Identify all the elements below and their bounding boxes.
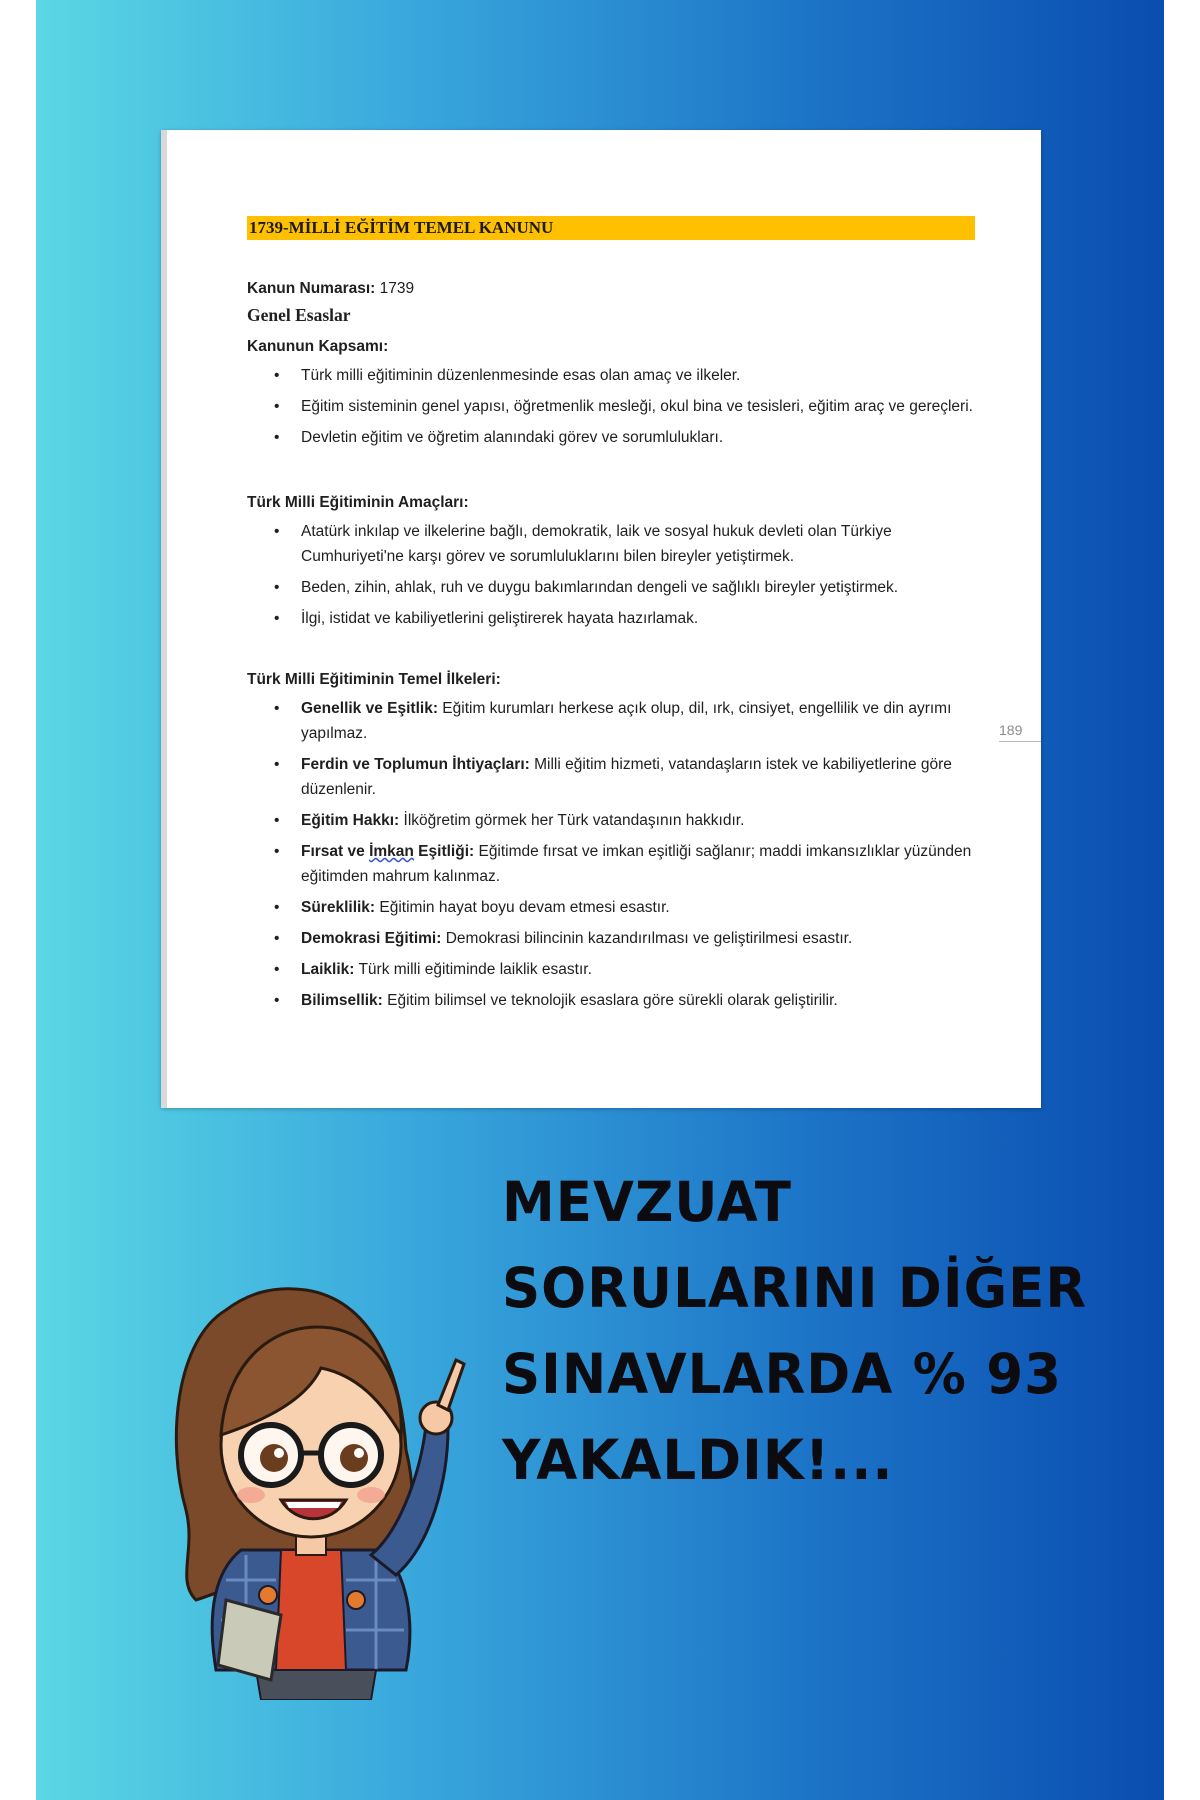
headline-line: MEVZUAT	[502, 1170, 792, 1235]
amaclar-list	[247, 519, 977, 631]
ilke-term: Fırsat ve İmkan Eşitliği:	[301, 843, 475, 860]
ilke-term: Bilimsellik:	[301, 992, 383, 1009]
list-item	[301, 839, 977, 889]
list-item	[301, 926, 977, 951]
list-item: • Eğitim sisteminin genel yapısı, öğretmenlik mesleği, okul bina ve tesisleri, eğitim araç ve gereçleri.	[301, 394, 977, 419]
ilke-text: Eğitimde fırsat ve imkan eşitliği sağlanır; maddi imkansızlıklar yüzünden eğitimden mahrum kalınmaz.	[301, 843, 972, 885]
kanun-numarasi-label: Kanun Numarası:	[247, 280, 376, 297]
kapsam-heading: Kanunun Kapsamı:	[247, 338, 389, 355]
genel-esaslas-heading: Genel Esaslar	[247, 305, 351, 325]
amaclar-heading: Türk Milli Eğitiminin Amaçları:	[247, 494, 469, 511]
ilke-term: Laiklik:	[301, 961, 355, 978]
headline-line: SORULARINI DİĞER	[502, 1256, 1088, 1321]
headline-line: SINAVLARDA % 93	[502, 1342, 1063, 1407]
ilkeler-list	[247, 696, 977, 1013]
ilke-term: Süreklilik:	[301, 899, 376, 916]
list-item	[301, 988, 977, 1013]
spellcheck-underline: İmkan	[369, 843, 414, 860]
ilke-term: Genellik ve Eşitlik:	[301, 700, 438, 717]
list-item	[301, 696, 977, 746]
ilke-text: Eğitim bilimsel ve teknolojik esaslara göre sürekli olarak geliştirilir.	[382, 992, 838, 1009]
kanun-numarasi-value: 1739	[379, 280, 415, 297]
ilke-text: Demokrasi bilincinin kazandırılması ve geliştirilmesi esastır.	[441, 930, 853, 947]
cartoon-girl-illustration	[156, 1250, 496, 1700]
document-body	[247, 276, 977, 1019]
list-item: • Atatürk inkılap ve ilkelerine bağlı, demokratik, laik ve sosyal hukuk devleti olan Türkiye Cumhuriyeti'ne karşı görev ve sorumluluklarını bilen bireyler yetiştirmek.	[301, 519, 977, 569]
document-title: 1739-MİLLİ EĞİTİM TEMEL KANUNU	[247, 216, 975, 240]
ilke-term: Ferdin ve Toplumun İhtiyaçları:	[301, 756, 530, 773]
list-item	[301, 808, 977, 833]
list-item: • Türk milli eğitiminin düzenlenmesinde esas olan amaç ve ilkeler.	[301, 363, 977, 388]
ilke-text: Eğitimin hayat boyu devam etmesi esastır.	[375, 899, 670, 916]
ilke-text: Türk milli eğitiminde laiklik esastır.	[354, 961, 592, 978]
list-item	[301, 957, 977, 982]
list-item: • İlgi, istidat ve kabiliyetlerini geliştirerek hayata hazırlamak.	[301, 606, 977, 631]
kapsam-list	[247, 363, 977, 450]
ilke-term: Demokrasi Eğitimi:	[301, 930, 442, 947]
ilke-text: Milli eğitim hizmeti, vatandaşların istek ve kabiliyetlerine göre düzenlenir.	[301, 756, 952, 798]
ilke-text: İlköğretim görmek her Türk vatandaşının hakkıdır.	[399, 812, 745, 829]
list-item	[301, 752, 977, 802]
headline	[502, 1160, 1142, 1504]
document-page	[161, 130, 1041, 1108]
ilkeler-heading: Türk Milli Eğitiminin Temel İlkeleri:	[247, 671, 501, 688]
list-item: • Beden, zihin, ahlak, ruh ve duygu bakımlarından dengeli ve sağlıklı bireyler yetiştirmek.	[301, 575, 977, 600]
poster-background	[36, 0, 1164, 1800]
ilke-term: Eğitim Hakkı:	[301, 812, 400, 829]
page-number: 189	[999, 722, 1041, 742]
list-item: • Devletin eğitim ve öğretim alanındaki görev ve sorumlulukları.	[301, 425, 977, 450]
ilke-text: Eğitim kurumları herkese açık olup, dil, ırk, cinsiyet, engellilik ve din ayrımı yapılmaz.	[301, 700, 952, 742]
list-item	[301, 895, 977, 920]
headline-line: YAKALDIK!...	[502, 1428, 894, 1493]
kanun-numarasi	[247, 276, 977, 301]
